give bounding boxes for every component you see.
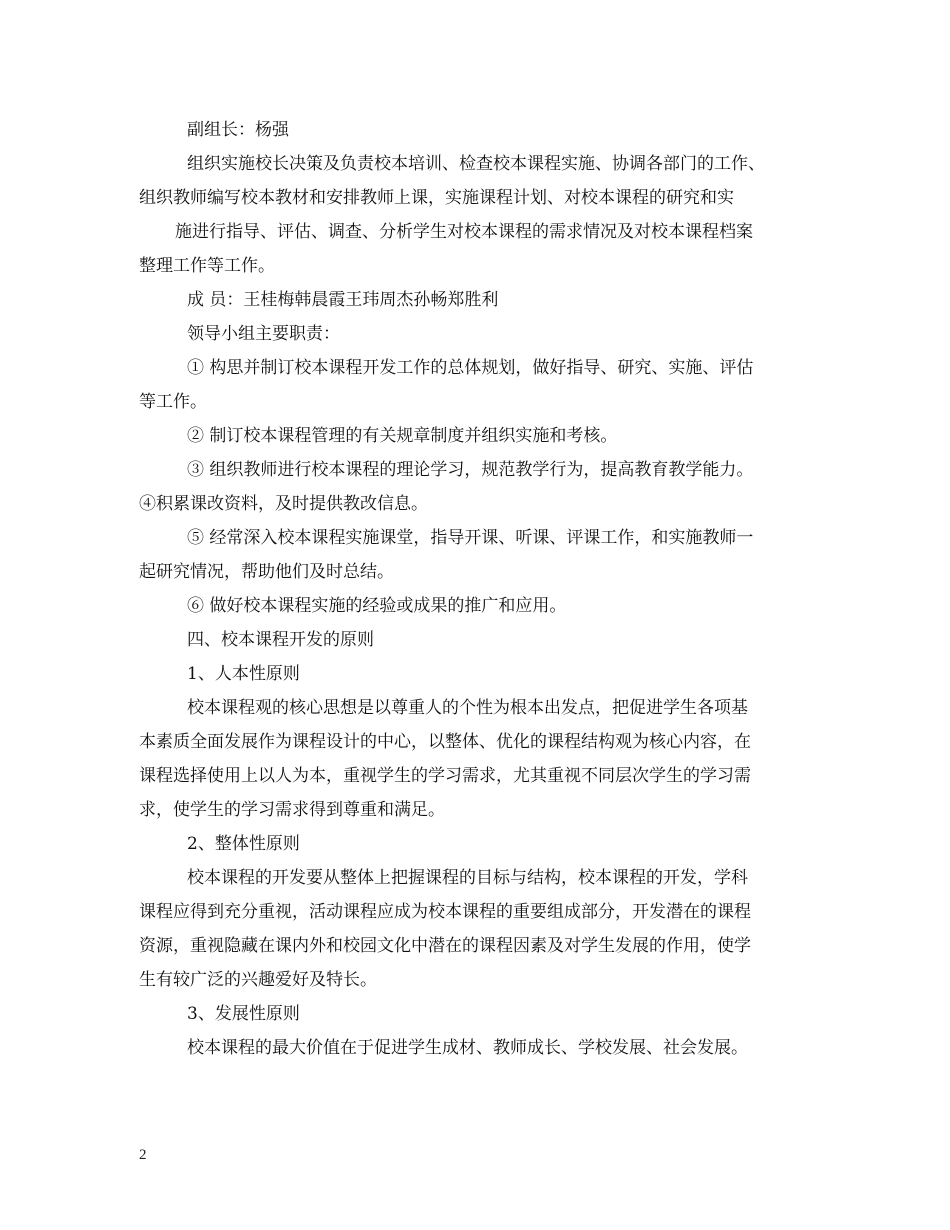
text-line: 校本课程的最大价值在于促进学生成材、教师成长、学校发展、社会发展。	[187, 1038, 748, 1058]
text-line: 校本课程观的核心思想是以尊重人的个性为根本出发点，把促进学生各项基	[187, 698, 748, 718]
text-line: 课程应得到充分重视，活动课程应成为校本课程的重要组成部分，开发潜在的课程	[139, 902, 751, 922]
subsection-heading: 1、人本性原则	[187, 664, 300, 684]
text-line: 起研究情况，帮助他们及时总结。	[139, 562, 394, 582]
page-number: 2	[139, 1147, 147, 1163]
text-line: 整理工作等工作。	[139, 256, 275, 276]
text-line: 生有较广泛的兴趣爱好及特长。	[139, 970, 377, 990]
text-line: 资源，重视隐藏在课内外和校园文化中潜在的课程因素及对学生发展的作用，使学	[139, 936, 751, 956]
text-line: 本素质全面发展作为课程设计的中心，以整体、优化的课程结构观为核心内容，在	[139, 732, 751, 752]
text-line: ② 制订校本课程管理的有关规章制度并组织实施和考核。	[187, 426, 618, 446]
text-line: 校本课程的开发要从整体上把握课程的目标与结构，校本课程的开发，学科	[187, 868, 748, 888]
text-line: 成 员：王桂梅韩晨霞王玮周杰孙畅郑胜利	[187, 290, 499, 310]
text-line: 课程选择使用上以人为本，重视学生的学习需求，尤其重视不同层次学生的学习需	[139, 766, 751, 786]
text-line: 求，使学生的学习需求得到尊重和满足。	[139, 800, 445, 820]
subsection-heading: 2、整体性原则	[187, 834, 300, 854]
text-line: ⑥ 做好校本课程实施的经验或成果的推广和应用。	[187, 596, 567, 616]
text-line: ① 构思并制订校本课程开发工作的总体规划，做好指导、研究、实施、评估	[187, 358, 754, 378]
text-line: 等工作。	[139, 392, 207, 412]
text-line: ④积累课改资料，及时提供教改信息。	[139, 494, 428, 514]
text-line: 领导小组主要职责：	[187, 324, 340, 344]
text-line: 组织教师编写校本教材和安排教师上课，实施课程计划、对校本课程的研究和实	[139, 188, 734, 208]
text-line: ③ 组织教师进行校本课程的理论学习，规范教学行为，提高教育教学能力。	[187, 460, 754, 480]
text-line: 副组长：杨强	[187, 120, 289, 140]
text-line: ⑤ 经常深入校本课程实施课堂，指导开课、听课、评课工作，和实施教师一	[187, 528, 754, 548]
text-line: 组织实施校长决策及负责校本培训、检查校本课程实施、协调各部门的工作、	[187, 154, 765, 174]
text-line: 施进行指导、评估、调查、分析学生对校本课程的需求情况及对校本课程档案	[175, 222, 753, 242]
section-heading: 四、校本课程开发的原则	[187, 630, 374, 650]
subsection-heading: 3、发展性原则	[187, 1004, 300, 1024]
